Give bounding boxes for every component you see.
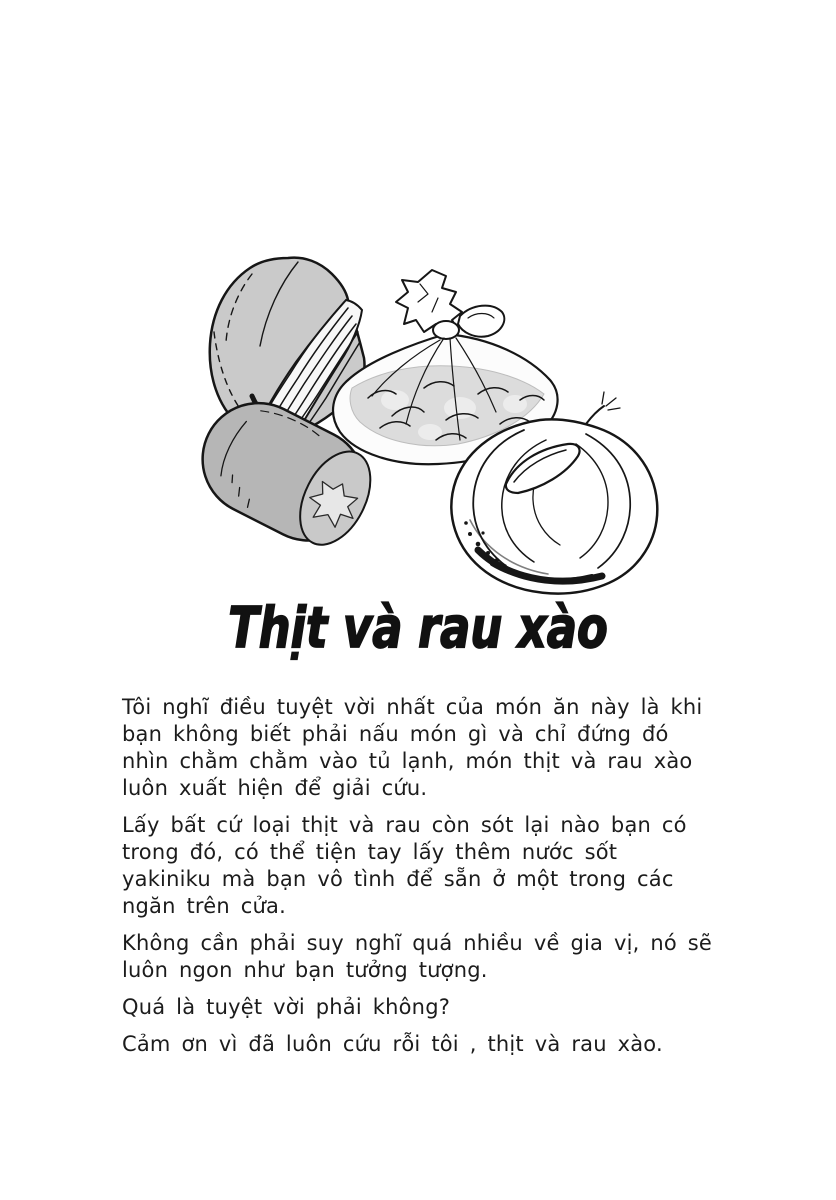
body-text <box>122 694 742 1068</box>
paragraph <box>122 930 742 984</box>
text-line: nhìn chằm chằm vào tủ lạnh, món thịt và rau xào <box>122 749 693 773</box>
text-line: luôn xuất hiện để giải cứu. <box>122 776 428 800</box>
page-title: Thịt và rau xào <box>228 596 608 661</box>
paragraph <box>122 694 742 802</box>
ingredients-illustration <box>180 240 700 620</box>
text-line: Lấy bất cứ loại thịt và rau còn sót lại nào bạn có <box>122 813 687 837</box>
text-line: Cảm ơn vì đã luôn cứu rỗi tôi , thịt và rau xào. <box>122 1032 663 1056</box>
text-line: luôn ngon như bạn tưởng tượng. <box>122 958 488 982</box>
paragraph <box>122 994 742 1021</box>
text-line: Tôi nghĩ điều tuyệt vời nhất của món ăn này là khi <box>122 695 703 719</box>
text-line: yakiniku mà bạn vô tình để sẵn ở một trong các <box>122 867 674 891</box>
paragraph <box>122 812 742 920</box>
text-line: trong đó, có thể tiện tay lấy thêm nước sốt <box>122 840 618 864</box>
text-line: Không cần phải suy nghĩ quá nhiều về gia vị, nó sẽ <box>122 931 713 955</box>
text-line: Quá là tuyệt vời phải không? <box>122 995 451 1019</box>
text-line: bạn không biết phải nấu món gì và chỉ đứng đó <box>122 722 669 746</box>
paragraph <box>122 1031 742 1058</box>
text-line: ngăn trên cửa. <box>122 894 287 918</box>
